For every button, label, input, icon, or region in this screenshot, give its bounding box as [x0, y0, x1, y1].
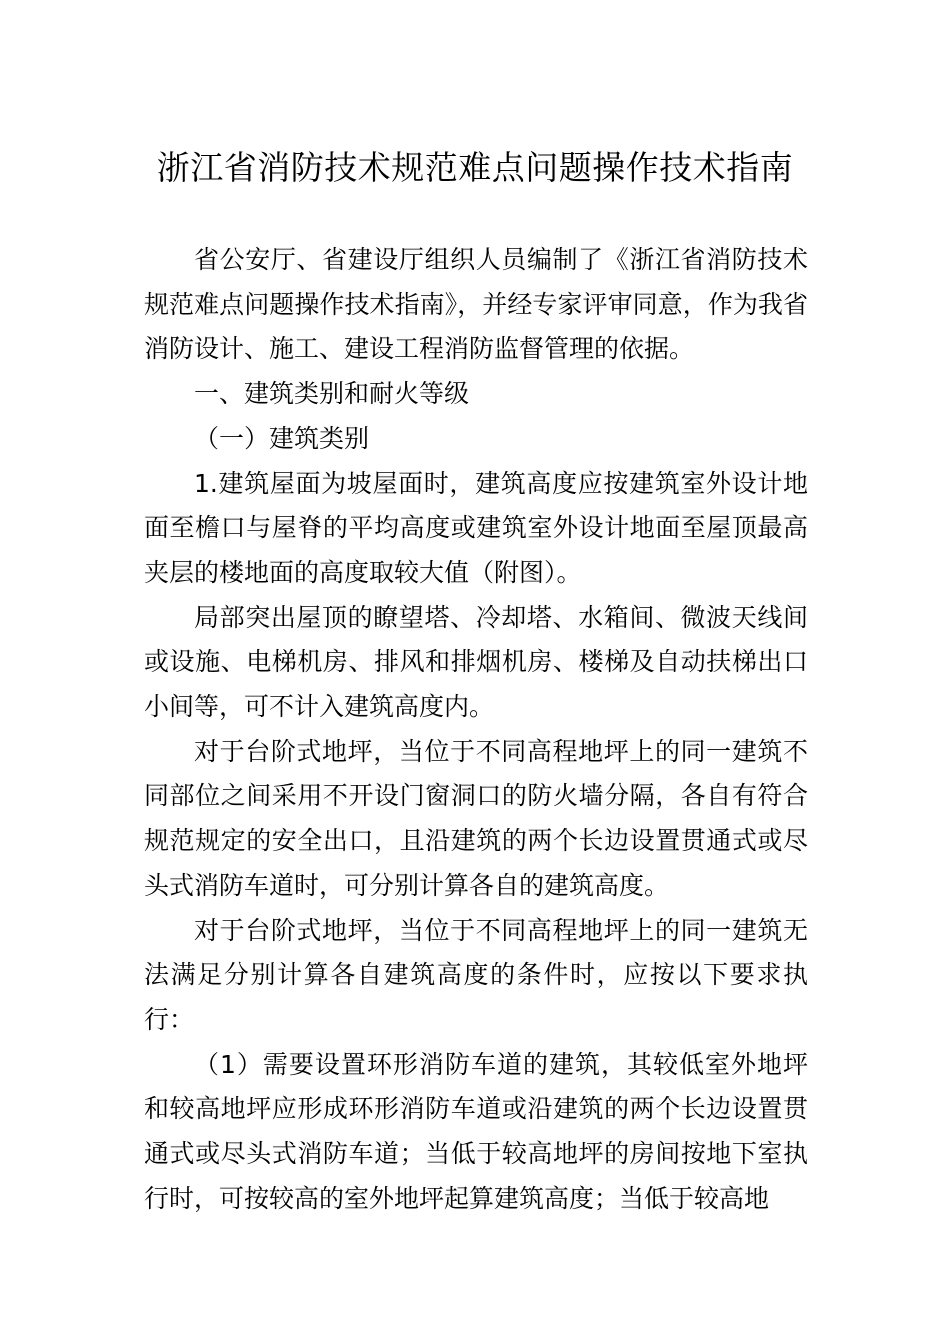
subsection-heading: （一）建筑类别 — [194, 423, 370, 453]
section-heading: 一、建筑类别和耐火等级 — [194, 379, 470, 409]
body-paragraph: 1.建筑屋面为坡屋面时，建筑高度应按建筑室外设计地面至檐口与屋脊的平均高度或建筑室外设计地面至屋顶最高夹层的楼地面的高度取较大值（附图）。 — [144, 468, 808, 587]
list-item-paragraph: （1）需要设置环形消防车道的建筑，其较低室外地坪和较高地坪应形成环形消防车道或沿建筑的两个长边设置贯通式或尽头式消防车道；当低于较高地坪的房间按地下室执行时，可按较高的室外地坪起算建筑高度；当低于较高地 — [144, 1049, 808, 1213]
body-paragraph: 对于台阶式地坪，当位于不同高程地坪上的同一建筑无法满足分别计算各自建筑高度的条件时，应按以下要求执行： — [144, 915, 808, 1034]
body-paragraph: 对于台阶式地坪，当位于不同高程地坪上的同一建筑不同部位之间采用不开设门窗洞口的防火墙分隔，各自有符合规范规定的安全出口，且沿建筑的两个长边设置贯通式或尽头式消防车道时，可分别计算各自的建筑高度。 — [144, 736, 808, 900]
document-body — [144, 238, 808, 1221]
body-paragraph: 局部突出屋顶的瞭望塔、冷却塔、水箱间、微波天线间或设施、电梯机房、排风和排烟机房、楼梯及自动扶梯出口小间等，可不计入建筑高度内。 — [144, 602, 808, 722]
intro-paragraph: 省公安厅、省建设厅组织人员编制了《浙江省消防技术规范难点问题操作技术指南》，并经专家评审同意，作为我省消防设计、施工、建设工程消防监督管理的依据。 — [144, 245, 808, 364]
document-title: 浙江省消防技术规范难点问题操作技术指南 — [156, 148, 794, 187]
